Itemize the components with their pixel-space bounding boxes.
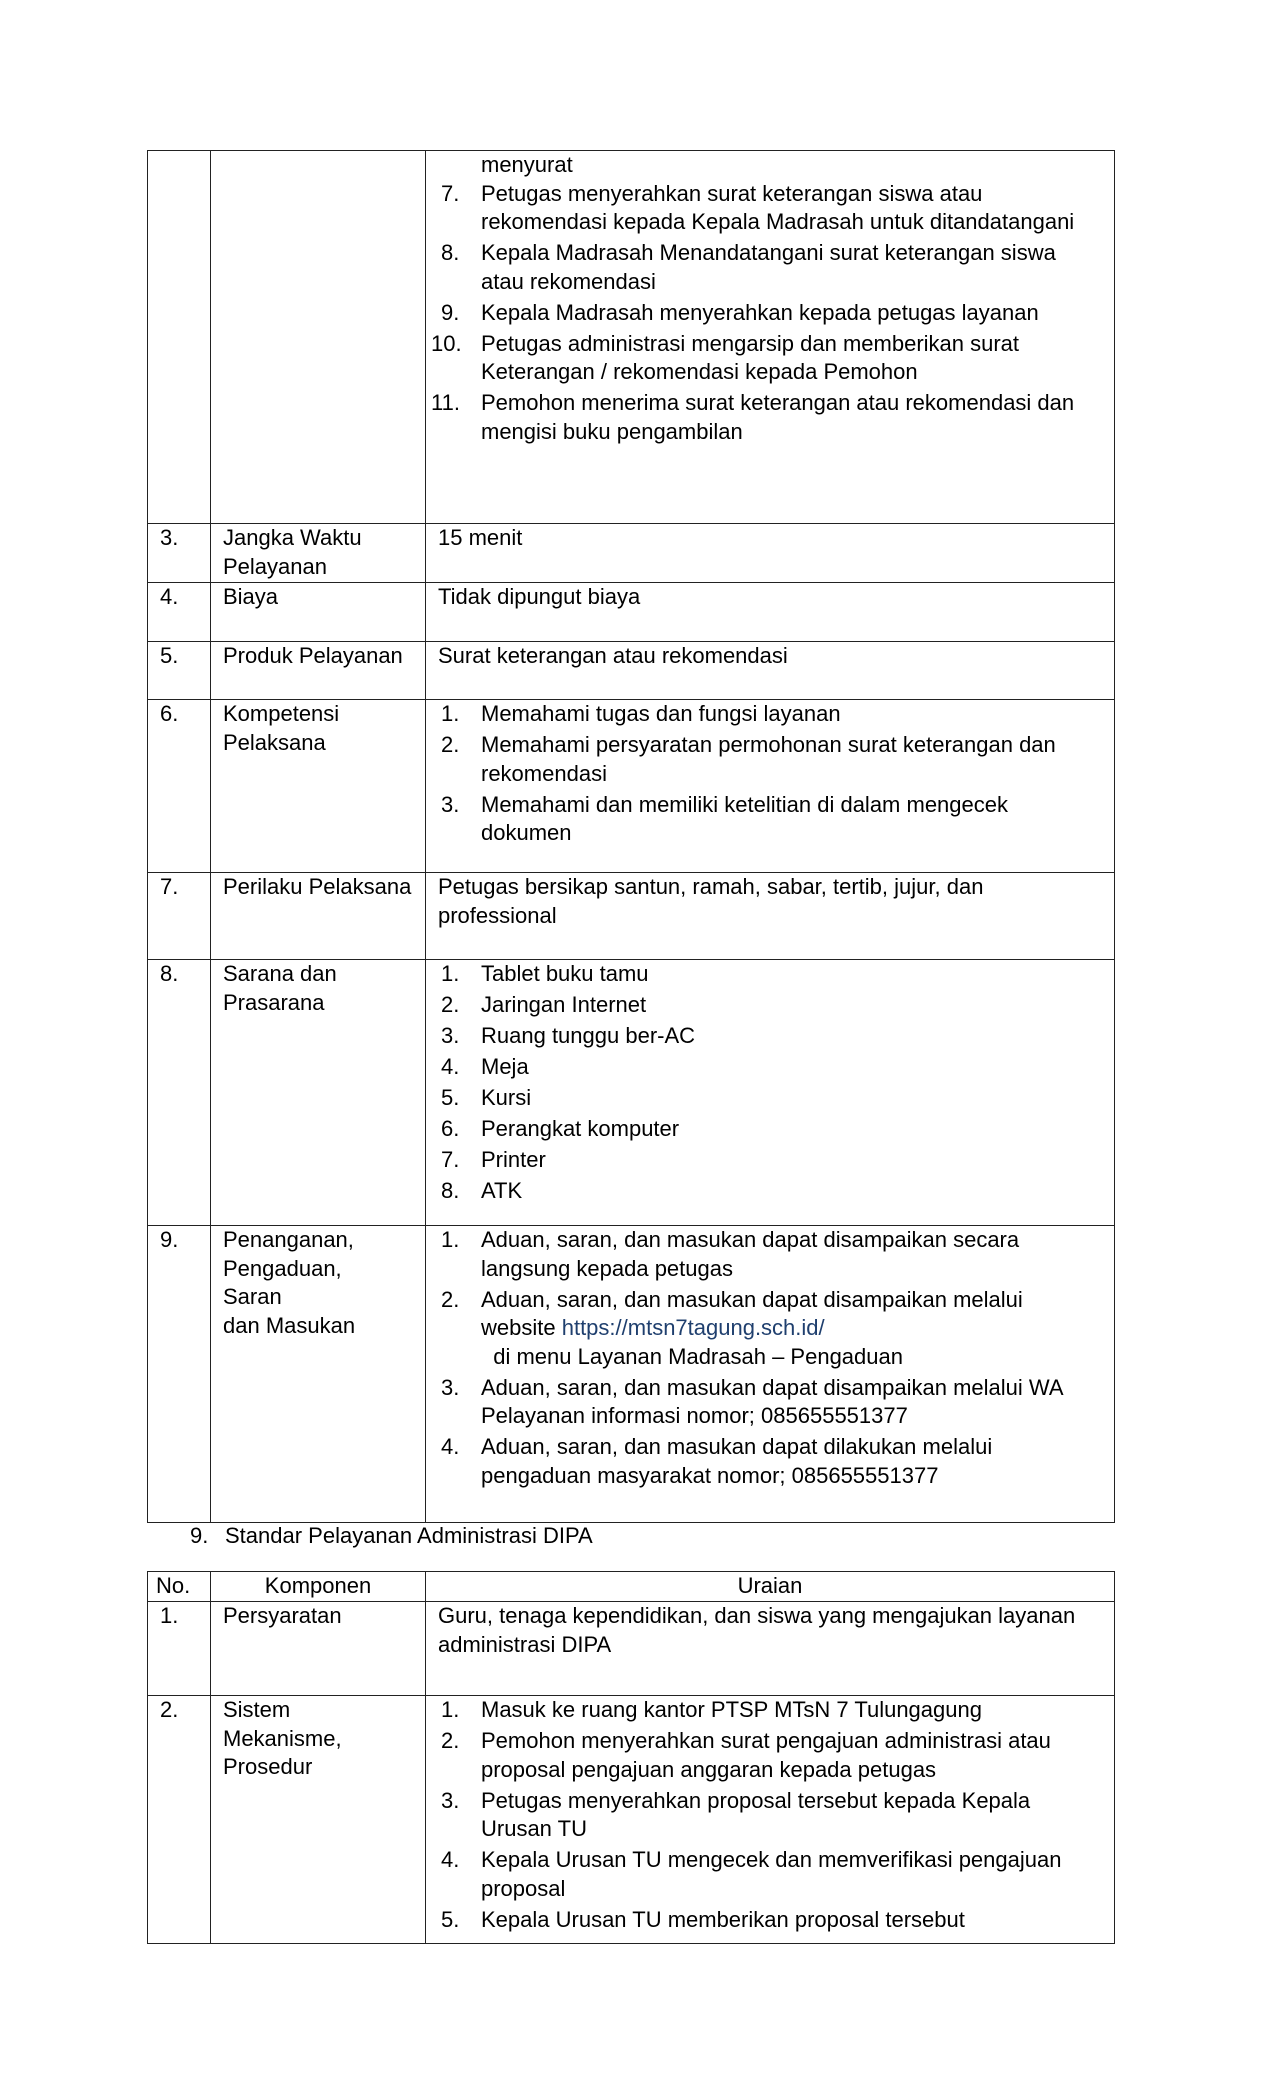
table-row — [148, 642, 1115, 700]
list-item: 7. Printer — [441, 1147, 546, 1172]
row-number: 7. — [148, 873, 211, 960]
description-cell: Tidak dipungut biaya — [426, 583, 1115, 642]
dipa-service-standard-table — [147, 1571, 1115, 1944]
component-name: Sarana dan Prasarana — [211, 960, 426, 1226]
header-uraian: Uraian — [426, 1572, 1115, 1602]
table-row — [148, 960, 1115, 1226]
list-item: 5. Kursi — [441, 1085, 532, 1110]
description-cell — [426, 960, 1115, 1226]
table-row — [148, 1226, 1115, 1523]
list-item: 3. Ruang tunggu ber-AC — [441, 1023, 696, 1048]
procedure-list — [438, 1696, 1102, 1934]
description-cell — [426, 151, 1115, 524]
list-item: 5. Kepala Urusan TU memberikan proposal tersebut — [441, 1906, 965, 1932]
description-cell: Petugas bersikap santun, ramah, sabar, tertib, jujur, dan professional — [426, 873, 1115, 960]
service-standard-table-continued — [147, 150, 1115, 1523]
row-number: 2. — [148, 1696, 211, 1944]
list-item: 4. Aduan, saran, dan masukan dapat dilakukan melalui pengaduan masyarakat nomor; 085655551377 — [441, 1434, 993, 1488]
website-link[interactable]: https://mtsn7tagung.sch.id/ — [561, 1315, 825, 1340]
row-number: 9. — [148, 1226, 211, 1523]
facilities-list — [438, 960, 1102, 1206]
component-name: Biaya — [211, 583, 426, 642]
description-cell: Surat keterangan atau rekomendasi — [426, 642, 1115, 700]
list-item: 8. ATK — [441, 1178, 523, 1203]
component-name — [211, 151, 426, 524]
component-name: Kompetensi Pelaksana — [211, 700, 426, 873]
list-item: 1. Tablet buku tamu — [441, 961, 649, 986]
row-number: 3. — [148, 524, 211, 583]
component-name: Jangka Waktu Pelayanan — [211, 524, 426, 583]
row-number: 8. — [148, 960, 211, 1226]
row-number — [148, 151, 211, 524]
list-item: 11. Pemohon menerima surat keterangan atau rekomendasi dan mengisi buku pengambilan — [431, 390, 1075, 444]
list-item: 4. Kepala Urusan TU mengecek dan memverifikasi pengajuan proposal — [441, 1847, 1062, 1901]
list-item: 7. Petugas menyerahkan surat keterangan siswa atau rekomendasi kepada Kepala Madrasah untuk ditandatangani — [441, 180, 1075, 234]
row-number: 1. — [148, 1602, 211, 1696]
list-item: 3. Petugas menyerahkan proposal tersebut kepada Kepala Urusan TU — [441, 1787, 1031, 1841]
continued-line: menyurat — [481, 152, 573, 177]
description-cell — [426, 700, 1115, 873]
component-name: Penanganan, Pengaduan, Saran dan Masukan — [211, 1226, 426, 1523]
table-row — [148, 151, 1115, 524]
list-item: 2. Jaringan Internet — [441, 992, 647, 1017]
row-number: 4. — [148, 583, 211, 642]
procedure-list — [431, 180, 1102, 447]
table-row — [148, 524, 1115, 583]
list-item: 6. Perangkat komputer — [441, 1116, 680, 1141]
row-number: 6. — [148, 700, 211, 873]
competency-list — [438, 700, 1102, 848]
section-title: Standar Pelayanan Administrasi DIPA — [225, 1523, 593, 1548]
header-komponen: Komponen — [211, 1572, 426, 1602]
list-item: 2. Memahami persyaratan permohonan surat keterangan dan rekomendasi — [441, 732, 1056, 786]
table-row — [148, 583, 1115, 642]
list-item: 9. Kepala Madrasah menyerahkan kepada petugas layanan — [441, 299, 1039, 325]
list-item: 3. Aduan, saran, dan masukan dapat disampaikan melalui WA Pelayanan informasi nomor; 085655551377 — [441, 1374, 1063, 1428]
list-item: 10. Petugas administrasi mengarsip dan memberikan surat Keterangan / rekomendasi kepada Pemohon — [431, 330, 1020, 384]
header-no: No. — [148, 1572, 211, 1602]
row-number: 5. — [148, 642, 211, 700]
list-item: 1. Memahami tugas dan fungsi layanan — [441, 701, 841, 726]
component-name: Perilaku Pelaksana — [211, 873, 426, 960]
list-item: 1. Aduan, saran, dan masukan dapat disampaikan secara langsung kepada petugas — [441, 1227, 1020, 1281]
section-heading — [190, 1522, 593, 1550]
list-item: 2. Aduan, saran, dan masukan dapat disampaikan melalui website https://mtsn7tagung.sch.id/ di menu Layanan Madrasah – Pengaduan — [441, 1286, 1023, 1369]
section-number: 9. — [190, 1523, 209, 1548]
table-row — [148, 1602, 1115, 1696]
list-item: 1. Masuk ke ruang kantor PTSP MTsN 7 Tulungagung — [441, 1697, 982, 1722]
description-cell — [426, 1226, 1115, 1523]
list-item: 8. Kepala Madrasah Menandatangani surat keterangan siswa atau rekomendasi — [441, 240, 1056, 294]
component-name: Persyaratan — [211, 1602, 426, 1696]
list-item: 2. Pemohon menyerahkan surat pengajuan administrasi atau proposal pengajuan anggaran kepada petugas — [441, 1728, 1051, 1782]
component-name: Produk Pelayanan — [211, 642, 426, 700]
component-name: Sistem Mekanisme, Prosedur — [211, 1696, 426, 1944]
description-cell — [426, 1696, 1115, 1944]
table-row — [148, 700, 1115, 873]
table-header-row — [148, 1572, 1115, 1602]
list-item: 4. Meja — [441, 1054, 529, 1079]
table-row — [148, 873, 1115, 960]
description-cell: Guru, tenaga kependidikan, dan siswa yang mengajukan layanan administrasi DIPA — [426, 1602, 1115, 1696]
complaint-channels-list — [438, 1226, 1102, 1490]
description-cell: 15 menit — [426, 524, 1115, 583]
table-row — [148, 1696, 1115, 1944]
list-item: 3. Memahami dan memiliki ketelitian di dalam mengecek dokumen — [441, 791, 1009, 845]
